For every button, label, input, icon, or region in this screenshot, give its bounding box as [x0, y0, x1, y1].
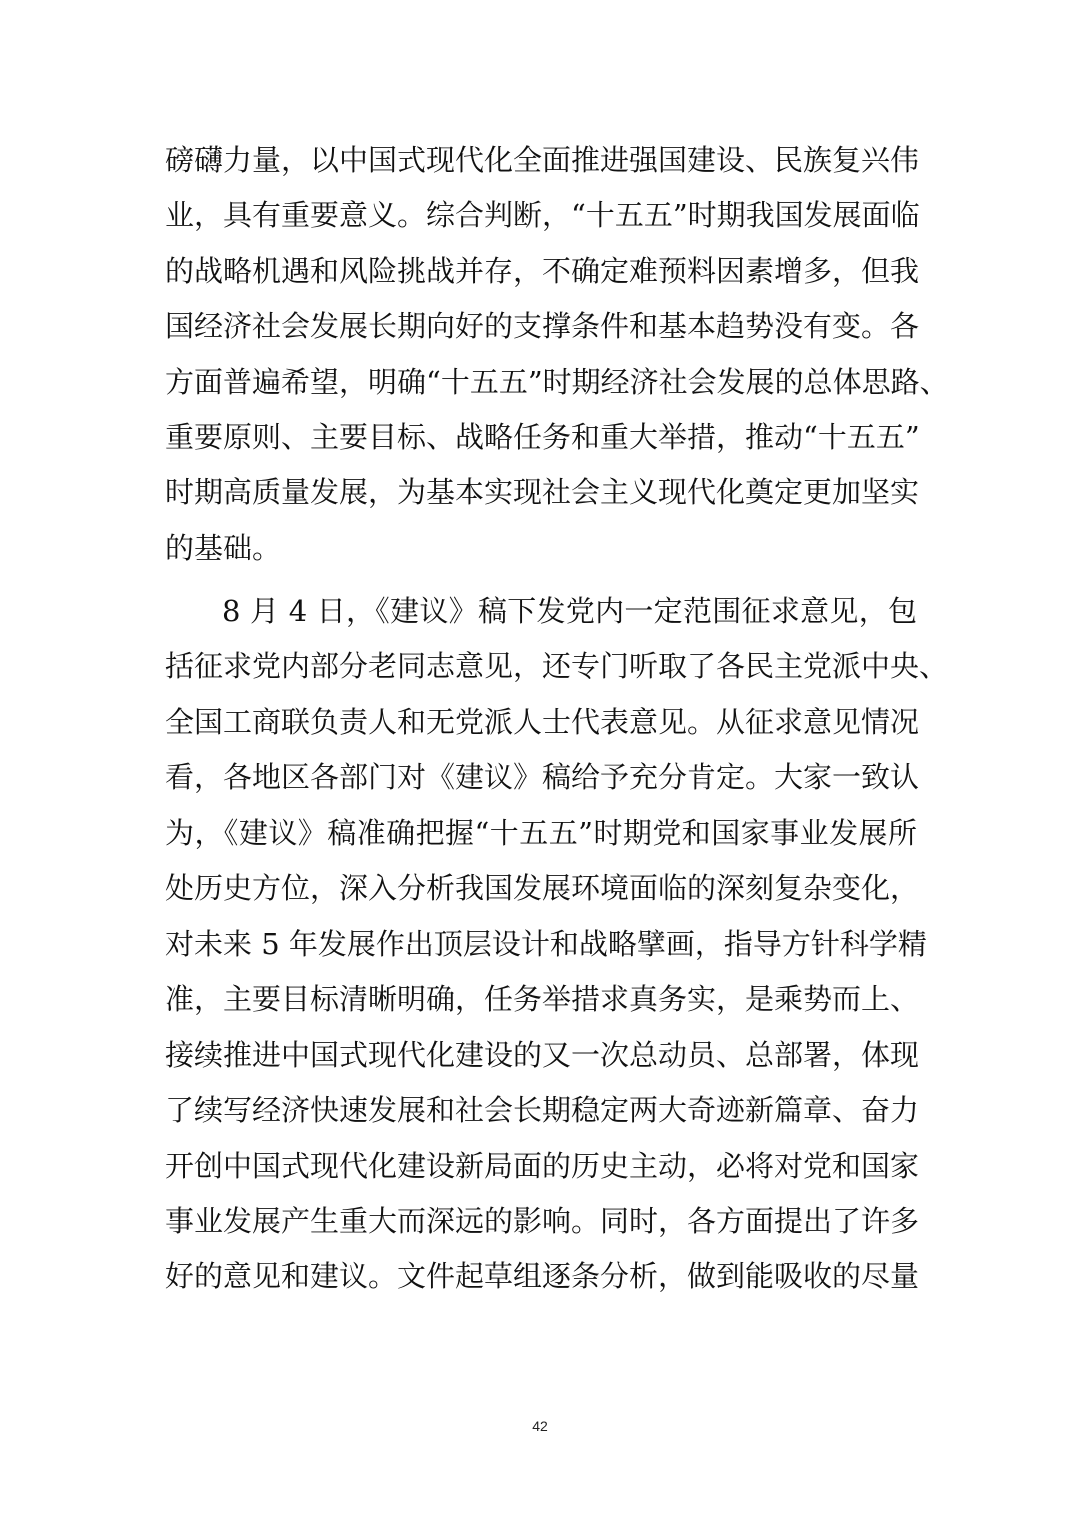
- paragraph-1-line: 重要原则、主要目标、战略任务和重大举措，推动“十五五”: [165, 420, 920, 454]
- paragraph-2-line: 看，各地区各部门对《建议》稿给予充分肯定。大家一致认: [165, 760, 920, 795]
- paragraph-1-line: 的战略机遇和风险挑战并存，不确定难预料因素增多，但我: [165, 253, 920, 288]
- paragraph-2-line: 接续推进中国式现代化建设的又一次总动员、总部署，体现: [165, 1037, 920, 1072]
- paragraph-2-line: 为，《建议》稿准确把握“十五五”时期党和国家事业发展所: [165, 815, 917, 850]
- paragraph-1-line: 业，具有重要意义。综合判断，“十五五”时期我国发展面临: [165, 198, 920, 233]
- paragraph-1-line: 磅礴力量，以中国式现代化全面推进强国建设、民族复兴伟: [165, 143, 920, 177]
- paragraph-2-line: 事业发展产生重大而深远的影响。同时，各方面提出了许多: [165, 1203, 920, 1238]
- paragraph-2-line: 8 月 4 日，《建议》稿下发党内一定范围征求意见，包: [222, 594, 917, 628]
- page-number: 42: [532, 1418, 548, 1434]
- paragraph-1-line: 方面普遍希望，明确“十五五”时期经济社会发展的总体思路、: [165, 364, 949, 399]
- paragraph-2-line: 准，主要目标清晰明确，任务举措求真务实，是乘势而上、: [165, 982, 920, 1017]
- paragraph-2-line: 括征求党内部分老同志意见，还专门听取了各民主党派中央、: [165, 649, 949, 684]
- paragraph-2-line: 处历史方位，深入分析我国发展环境面临的深刻复杂变化，: [165, 871, 920, 906]
- paragraph-1-line: 国经济社会发展长期向好的支撑条件和基本趋势没有变。各: [165, 309, 920, 344]
- paragraph-2-line: 全国工商联负责人和无党派人士代表意见。从征求意见情况: [165, 704, 920, 739]
- paragraph-1-line: 时期高质量发展，为基本实现社会主义现代化奠定更加坚实: [165, 475, 920, 510]
- paragraph-2-line: 开创中国式现代化建设新局面的历史主动，必将对党和国家: [165, 1148, 920, 1183]
- paragraph-1-line: 的基础。: [165, 530, 282, 565]
- paragraph-2-line: 了续写经济快速发展和社会长期稳定两大奇迹新篇章、奋力: [165, 1093, 920, 1128]
- paragraph-2-line: 好的意见和建议。文件起草组逐条分析，做到能吸收的尽量: [165, 1259, 920, 1294]
- paragraph-2-line: 对未来 5 年发展作出顶层设计和战略擘画，指导方针科学精: [165, 926, 927, 961]
